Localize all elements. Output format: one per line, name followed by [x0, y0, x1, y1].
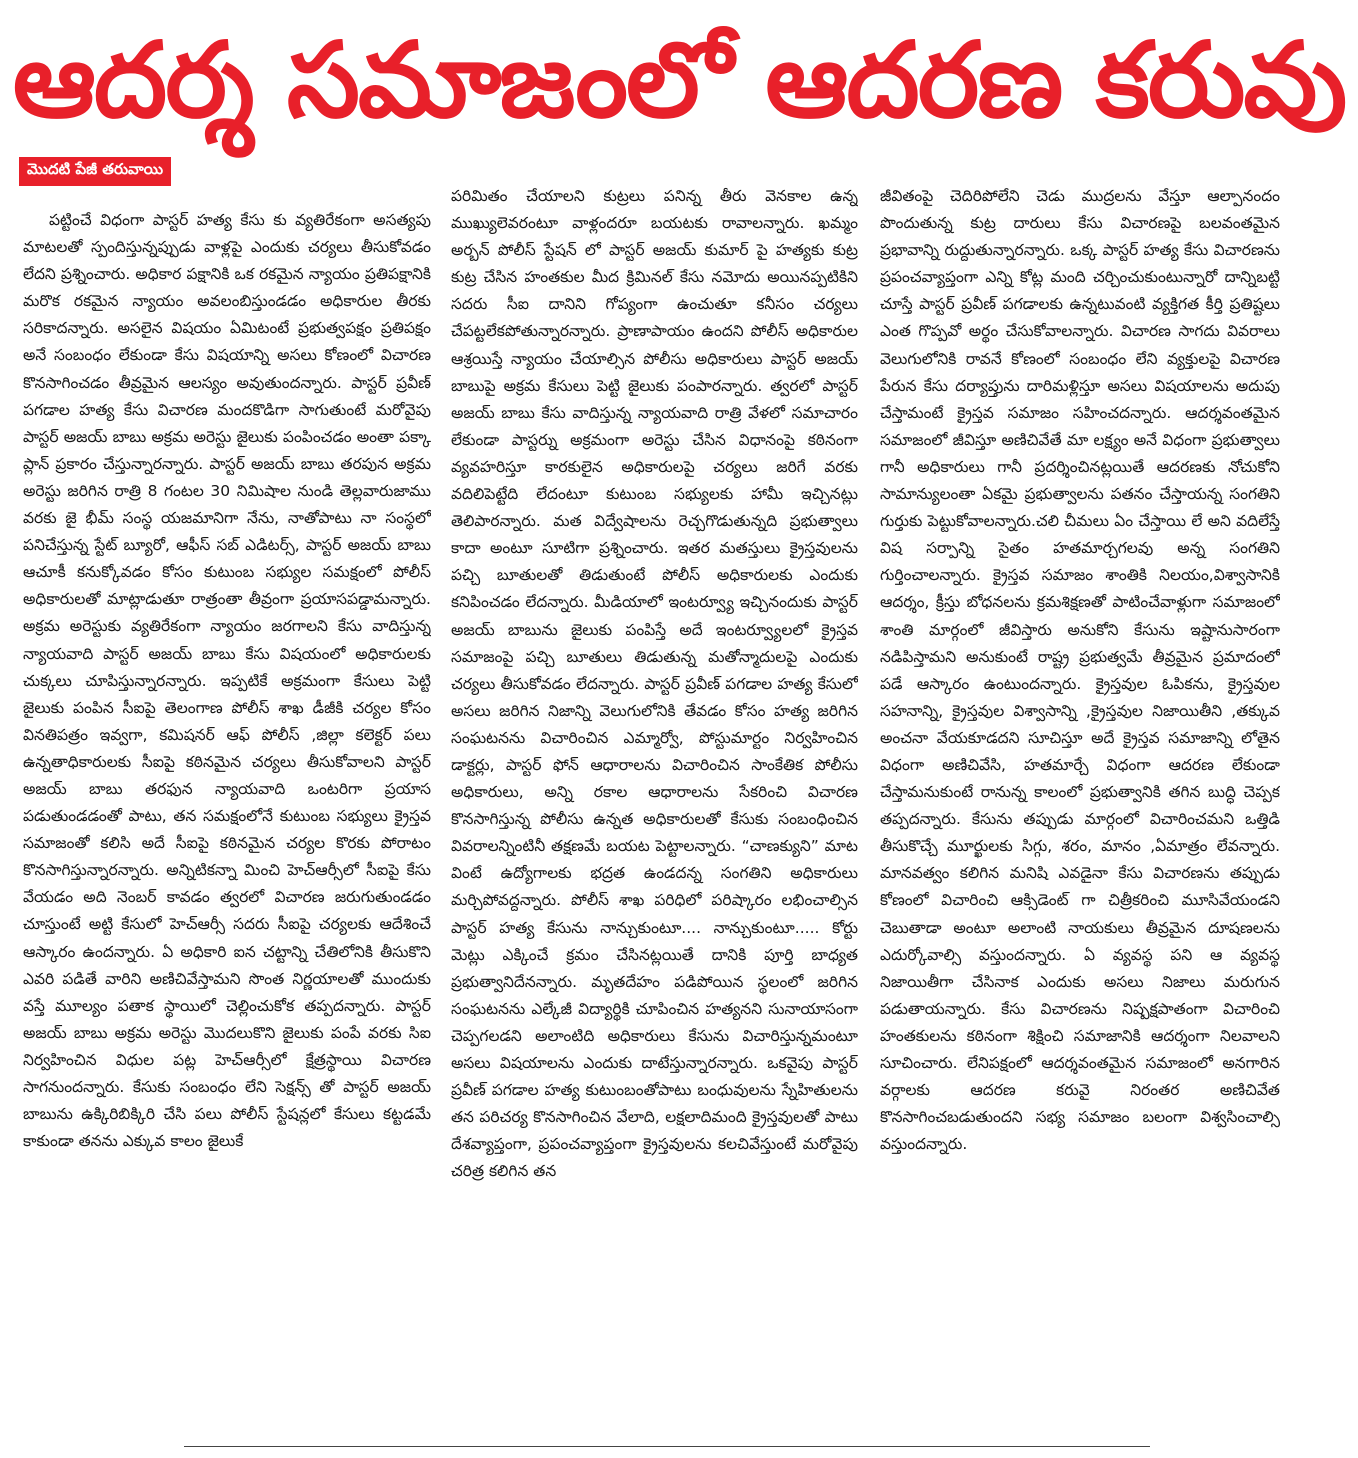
article-column-3: [880, 183, 1280, 1423]
column-1-text: పట్టించే విధంగా పాస్టర్ హత్య కేసు కు వ్యతిరేకంగా అసత్యపు మాటలతో స్పందిస్తున్నప్పుడు వాళ్లపై ఎందుకు చర్యలు తీసుకోవడం లేదని ప్రశ్నించారు. అధికార పక్షానికి ఒక రకమైన న్యాయం ప్రతిపక్షానికి మరొక రకమైన న్యాయం అవలంబిస్తుండడం అధికారుల తీరకు సరికాదన్నారు. అసలైన విషయం ఏమిటంటే ప్రభుత్వపక్షం ప్రతిపక్షం అనే సంబంధం లేకుండా కేసు విషయాన్ని అసలు కోణంలో విచారణ కొనసాగించడం తీవ్రమైన ఆలస్యం అవుతుందన్నారు. పాస్టర్ ప్రవీణ్ పగడాల హత్య కేసు విచారణ మందకొడిగా సాగుతుంటే మరోవైపు పాస్టర్ అజయ్ బాబు అక్రమ అరెస్టు జైలుకు పంపించడం అంతా పక్కా ప్లాన్ ప్రకారం చేస్తున్నారన్నారు. పాస్టర్ అజయ్ బాబు తరపున అక్రమ అరెస్టు జరిగిన రాత్రి 8 గంటల 30 నిమిషాల నుండి తెల్లవారుజాము వరకు జై భీమ్ సంస్థ యజమానిగా నేను, నాతోపాటు నా సంస్థలో పనిచేస్తున్న స్టేట్ బ్యూరో, ఆఫీస్ సబ్ ఎడిటర్స్, పాస్టర్ అజయ్ బాబు ఆచూకీ కనుక్కోవడం కోసం కుటుంబ సభ్యుల సమక్షంలో పోలీస్ అధికారులతో మాట్లాడుతూ రాత్రంతా తీవ్రంగా ప్రయాసపడ్డామన్నారు. అక్రమ అరెస్టుకు వ్యతిరేకంగా న్యాయం జరగాలని కేసు వాదిస్తున్న న్యాయవాది పాస్టర్ అజయ్ బాబు కేసు విషయంలో అధికారులకు చుక్కలు చూపిస్తున్నారన్నారు. ఇప్పటికే అక్రమంగా కేసులు పెట్టి జైలుకు పంపిన సీఐపై తెలంగాణ పోలీస్ శాఖ డీజీకి చర్యల కోసం వినతిపత్రం ఇవ్వగా, కమిషనర్ ఆఫ్ పోలీస్ ,జిల్లా కలెక్టర్ పలు ఉన్నతాధికారులకు సీఐపై కఠినమైన చర్యలు తీసుకోవాలని పాస్టర్ అజయ్ బాబు తరఫున న్యాయవాది ఒంటరిగా ప్రయాస పడుతుండడంతో పాటు, తన సమక్షంలోనే కుటుంబ సభ్యులు క్రైస్తవ సమాజంతో కలిసి అదే సీఐపై కఠినమైన చర్యల కొరకు పోరాటం కొనసాగిస్తున్నారన్నారు. అన్నిటికన్నా మించి హెచ్ఆర్సీలో సీఐపై కేసు వేయడం అది నెంబర్ కావడం త్వరలో విచారణ జరుగుతుండడం చూస్తుంటే అట్టి కేసులో హెచ్ఆర్సీ సదరు సీఐపై చర్యలకు ఆదేశించే ఆస్కారం ఉందన్నారు. ఏ అధికారి ఐన చట్టాన్ని చేతిలోనికి తీసుకొని ఎవరి పడితే వారిని అణిచివేస్తామని సొంత నిర్ణయాలతో ముందుకు వస్తే మూల్యం పతాక స్థాయిలో చెల్లించుకోక తప్పదన్నారు. పాస్టర్ అజయ్ బాబు అక్రమ అరెస్టు మొదలుకొని జైలుకు పంపే వరకు సిఐ నిర్వహించిన విధుల పట్ల హెచ్ఆర్సీలో క్షేత్రస్థాయి విచారణ సాగనుందన్నారు. కేసుకు సంబంధం లేని సెక్షన్స్ తో పాస్టర్ అజయ్ బాబును ఉక్కిరిబిక్కిరి చేసి పలు పోలీస్ స్టేషన్లలో కేసులు కట్టడమే కాకుండా తనను ఎక్కువ కాలం జైలుకే: [23, 211, 431, 1151]
headline: ఆదర్శ సమాజంలో ఆదరణ కరువు: [12, 19, 1346, 141]
column-3-text: జీవితంపై చెదిరిపోలేని చెడు ముద్రలను వేస్తూ ఆల్పానందం పొందుతున్న కుట్ర దారులు కేసు విచారణపై బలవంతమైన ప్రభావాన్ని రుద్దుతున్నారన్నారు. ఒక్క పాస్టర్ హత్య కేసు విచారణను ప్రపంచవ్యాప్తంగా ఎన్ని కోట్ల మంది చర్చించుకుంటున్నారో దాన్నిబట్టి చూస్తే పాస్టర్ ప్రవీణ్ పగడాలకు ఉన్నటువంటి వ్యక్తిగత కీర్తి ప్రతిష్టలు ఎంత గొప్పవో అర్థం చేసుకోవాలన్నారు. విచారణ సాగదు వివరాలు వెలుగులోనికి రావనే కోణంలో సంబంధం లేని వ్యక్తులపై విచారణ పేరున కేసు దర్యాప్తును దారిమళ్లిస్తూ అసలు విషయాలను అదుపు చేస్తామంటే క్రైస్తవ సమాజం సహించదన్నారు. ఆదర్శవంతమైన సమాజంలో జీవిస్తూ అణిచివేతే మా లక్ష్యం అనే విధంగా ప్రభుత్వాలు గానీ అధికారులు గానీ ప్రదర్శించినట్లయితే ఆదరణకు నోచుకోని సామాన్యులంతా ఏకమై ప్రభుత్వాలను పతనం చేస్తాయన్న సంగతిని గుర్తుకు పెట్టుకోవాలన్నారు.చలి చీమలు ఏం చేస్తాయి లే అని వదిలేస్తే విష సర్పాన్ని సైతం హతమార్చగలవు అన్న సంగతిని గుర్తించాలన్నారు. క్రైస్తవ సమాజం శాంతికి నిలయం,విశ్వాసానికి ఆదర్శం, క్రీస్తు బోధనలను క్రమశిక్షణతో పాటించేవాళ్లుగా సమాజంలో శాంతి మార్గంలో జీవిస్తారు అనుకోని కేసును ఇష్టానుసారంగా నడిపిస్తామని అనుకుంటే రాష్ట్ర ప్రభుత్వమే తీవ్రమైన ప్రమాదంలో పడే ఆస్కారం ఉంటుందన్నారు. క్రైస్తవుల ఓపికను, క్రైస్తవుల సహనాన్ని, క్రైస్తవుల విశ్వాసాన్ని ,క్రైస్తవుల నిజాయితీని ,తక్కువ అంచనా వేయకూడదని సూచిస్తూ అదే క్రైస్తవ సమాజాన్ని లోతైన విధంగా అణిచివేసి, హతమార్చే విధంగా ఆదరణ లేకుండా చేస్తామనుకుంటే రానున్న కాలంలో ప్రభుత్వానికి తగిన బుద్ధి చెప్పక తప్పదన్నారు. కేసును తప్పుడు మార్గంలో విచారించమని ఒత్తిడి తీసుకొచ్చే మూర్ఖులకు సిగ్గు, శరం, మానం ,ఏమాత్రం లేవన్నారు. మానవత్వం కలిగిన మనిషి ఎవడైనా కేసు విచారణను తప్పుడు కోణంలో విచారించి ఆక్సిడెంట్ గా చిత్రీకరించి మూసివేయండని చెబుతాడా అంటూ అలాంటి నాయకులు తీవ్రమైన దూషణలను ఎదుర్కోవాల్సి వస్తుందన్నారు. ఏ వ్యవస్థ పని ఆ వ్యవస్థ నిజాయితీగా చేసినాక ఎందుకు అసలు నిజాలు మరుగున పడుతాయన్నారు. కేసు విచారణను నిష్పక్షపాతంగా విచారించి హంతకులను కఠినంగా శిక్షించి సమాజానికి ఆదర్శంగా నిలవాలని సూచించారు. లేనిపక్షంలో ఆదర్శవంతమైన సమాజంలో అనగారిన వర్గాలకు ఆదరణ కరువై నిరంతర అణిచివేత కొనసాగించబడుతుందని సభ్య సమాజం బలంగా విశ్వసించాల్సి వస్తుందన్నారు.: [880, 187, 1280, 1154]
article-column-1: [23, 207, 431, 1427]
bottom-rule: [184, 1446, 1150, 1447]
continuation-tag: మొదటి పేజీ తరువాయి: [19, 157, 171, 186]
column-2-text: పరిమితం చేయాలని కుట్రలు పనిన్న తీరు వెనకాల ఉన్న ముఖ్యులెవరంటూ వాళ్లందరూ బయటకు రావాలన్నారు. ఖమ్మం అర్బన్ పోలీస్ స్టేషన్ లో పాస్టర్ అజయ్ కుమార్ పై హత్యకు కుట్ర కుట్ర చేసిన హంతకుల మీద క్రిమినల్ కేసు నమోదు అయినప్పటికిని సదరు సీఐ దానిని గోప్యంగా ఉంచుతూ కనీసం చర్యలు చేపట్టలేకపోతున్నారన్నారు. ప్రాణాపాయం ఉందని పోలీస్ అధికారుల ఆశ్రయిస్తే న్యాయం చేయాల్సిన పోలీసు అధికారులు పాస్టర్ అజయ్ బాబుపై అక్రమ కేసులు పెట్టి జైలుకు పంపారన్నారు. త్వరలో పాస్టర్ అజయ్ బాబు కేసు వాదిస్తున్న న్యాయవాది రాత్రి వేళలో సమాచారం లేకుండా పాస్టర్ను అక్రమంగా అరెస్టు చేసిన విధానంపై కఠినంగా వ్యవహరిస్తూ కారకులైన అధికారులపై చర్యలు జరిగే వరకు వదిలిపెట్టేది లేదంటూ కుటుంబ సభ్యులకు హామీ ఇచ్చినట్లు తెలిపారన్నారు. మత విద్వేషాలను రెచ్చగొడుతున్నది ప్రభుత్వాలు కాదా అంటూ సూటిగా ప్రశ్నించారు. ఇతర మతస్తులు క్రైస్తవులను పచ్చి బూతులతో తిడుతుంటే పోలీస్ అధికారులకు ఎందుకు కనిపించడం లేదన్నారు. మీడియాలో ఇంటర్వ్యూ ఇచ్చినందుకు పాస్టర్ అజయ్ బాబును జైలుకు పంపిస్తే అదే ఇంటర్వ్యూలలో క్రైస్తవ సమాజంపై పచ్చి బూతులు తిడుతున్న మతోన్మాదులపై ఎందుకు చర్యలు తీసుకోవడం లేదన్నారు. పాస్టర్ ప్రవీణ్ పగడాల హత్య కేసులో అసలు జరిగిన నిజాన్ని వెలుగులోనికి తేవడం కోసం హత్య జరిగిన సంఘటనను విచారించిన ఎమ్మార్వో, పోస్టుమార్టం నిర్వహించిన డాక్టర్లు, పాస్టర్ ఫోన్ ఆధారాలను విచారించిన సాంకేతిక పోలీసు అధికారులు, అన్ని రకాల ఆధారాలను సేకరించి విచారణ కొనసాగిస్తున్న పోలీసు ఉన్నత అధికారులతో కేసుకు సంబంధించిన వివరాలన్నింటినీ తక్షణమే బయట పెట్టాలన్నారు. “చాణక్యుని” మాట వింటే ఉద్యోగాలకు భద్రత ఉండదన్న సంగతిని అధికారులు మర్చిపోవద్దన్నారు. పోలీస్ శాఖ పరిధిలో పరిష్కారం లభించాల్సిన పాస్టర్ హత్య కేసును నాన్చుకుంటూ.... నాన్చుకుంటూ..... కోర్టు మెట్లు ఎక్కించే క్రమం చేసినట్లయితే దానికి పూర్తి బాధ్యత ప్రభుత్వానిదేనన్నారు. మృతదేహం పడిపోయిన స్థలంలో జరిగిన సంఘటనను ఎల్కేజీ విద్యార్థికి చూపించిన హత్యనని సునాయాసంగా చెప్పగలడని అలాంటిది అధికారులు కేసును విచారిస్తున్నమంటూ అసలు విషయాలను ఎందుకు దాటేస్తున్నారన్నారు. ఒకవైపు పాస్టర్ ప్రవీణ్ పగడాల హత్య కుటుంబంతోపాటు బంధువులను స్నేహితులను తన పరిచర్య కొనసాగించిన వేలాది, లక్షలాదిమంది క్రైస్తవులతో పాటు దేశవ్యాప్తంగా, ప్రపంచవ్యాప్తంగా క్రైస్తవులను కలచివేస్తుంటే మరోవైపు చరిత్ర కలిగిన తన: [451, 187, 858, 1181]
article-column-2: [451, 183, 858, 1423]
